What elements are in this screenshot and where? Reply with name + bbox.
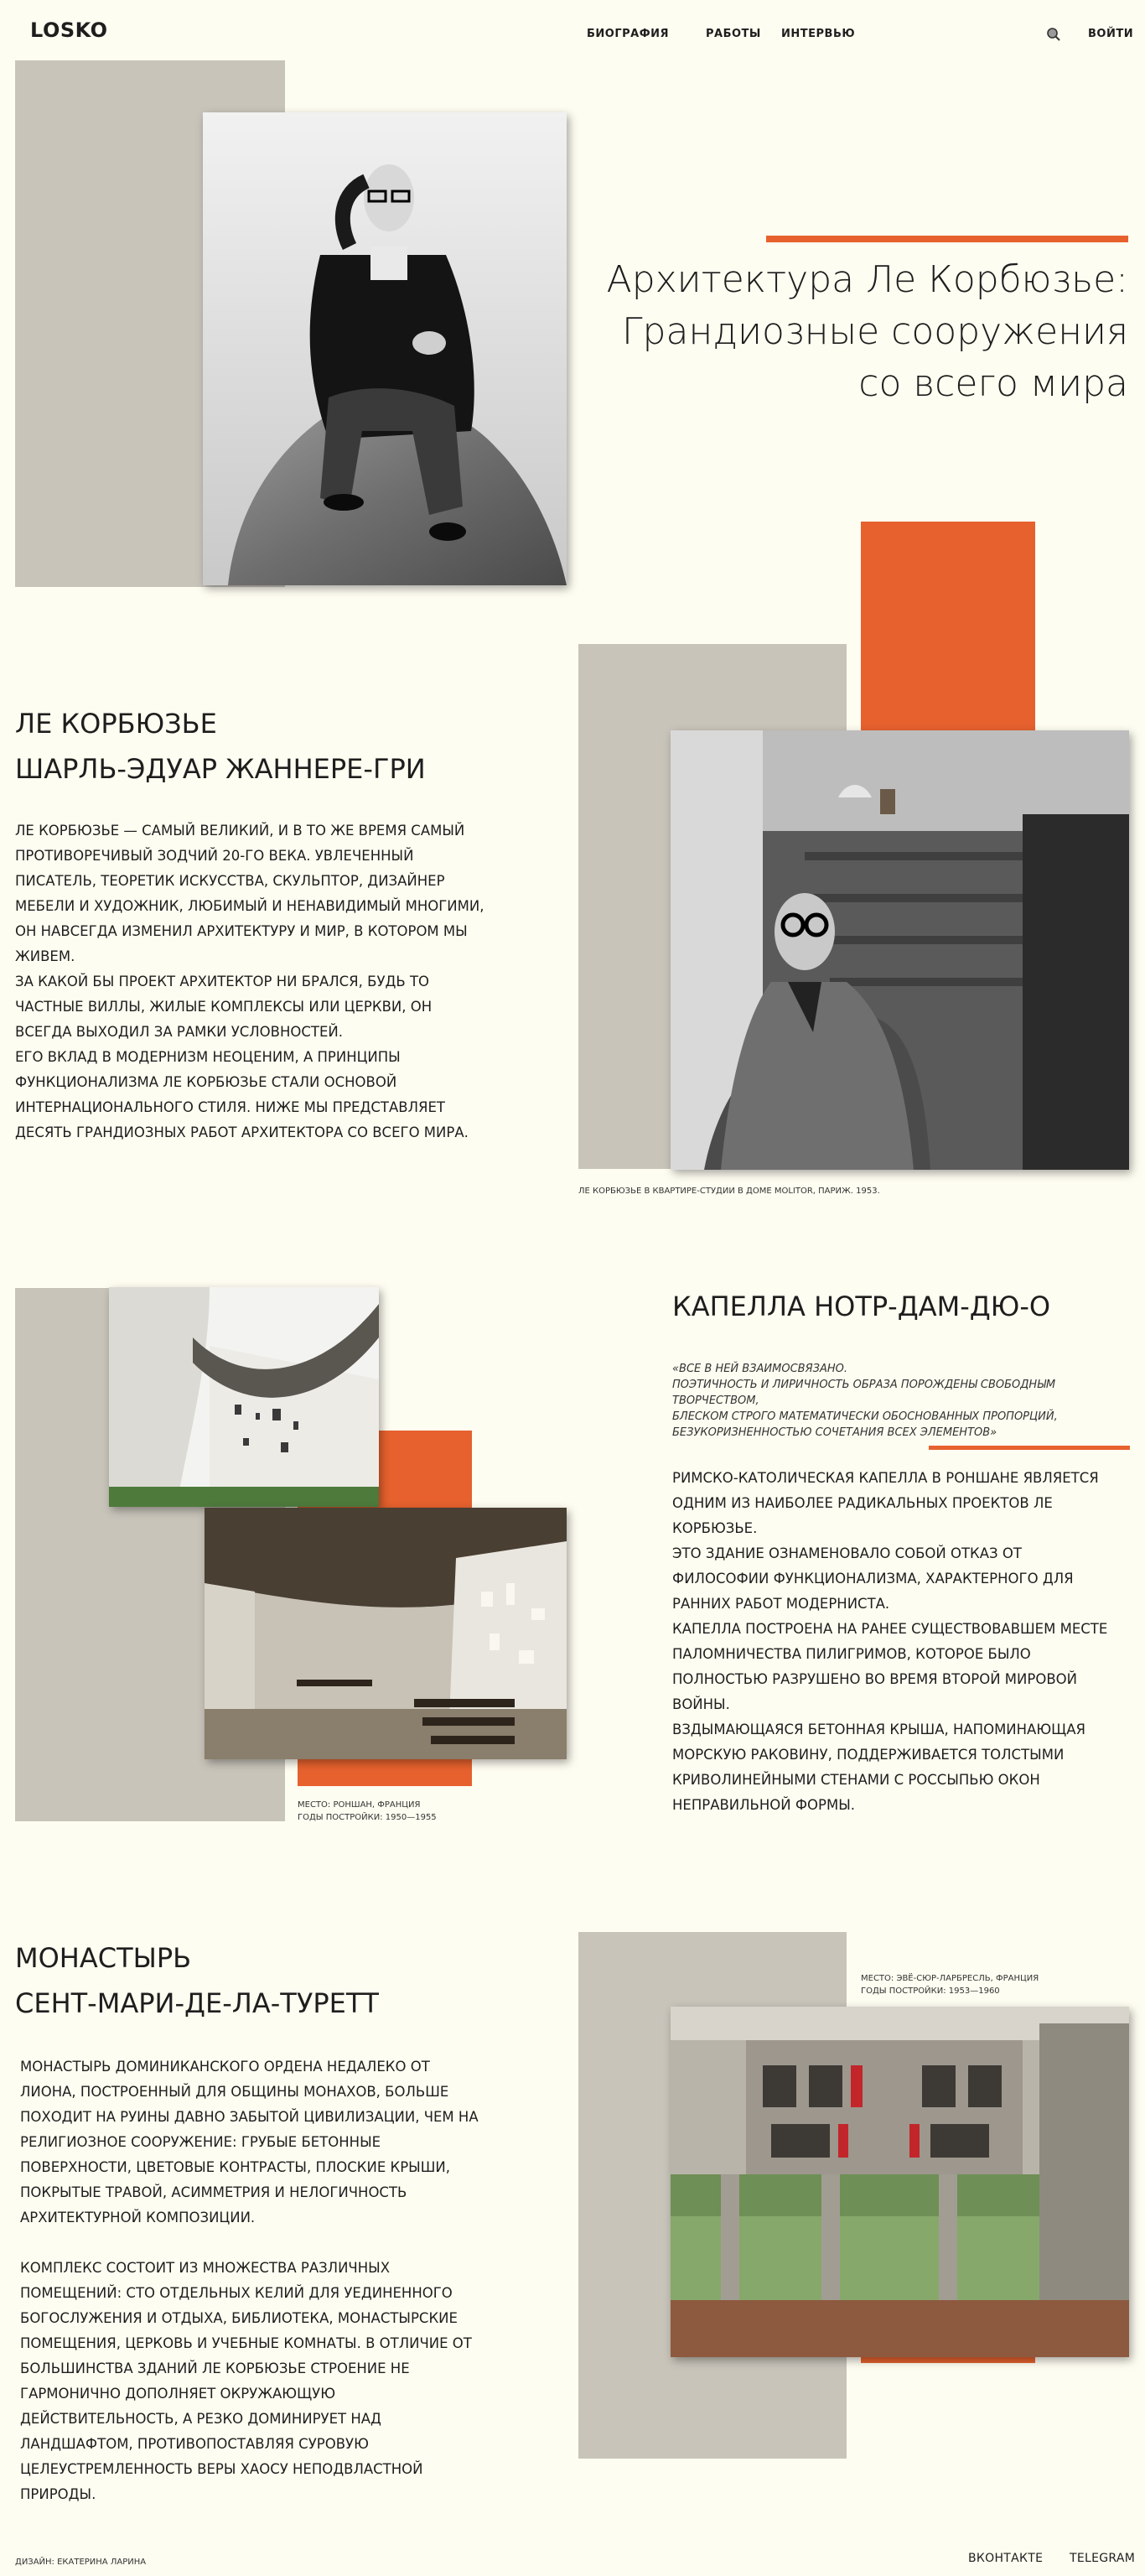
monastery-heading <box>15 1935 379 2026</box>
chapel-interior-photo <box>205 1508 567 1759</box>
chapel-caption <box>298 1799 437 1824</box>
hero-title-line: со всего мира <box>858 362 1128 405</box>
site-logo[interactable]: LOSKO <box>30 18 108 42</box>
bio-paragraph: ЕГО ВКЛАД В МОДЕРНИЗМ НЕОЦЕНИМ, А ПРИНЦИПЫ ФУНКЦИОНАЛИЗМА ЛЕ КОРБЮЗЬЕ СТАЛИ ОСНОВОЙ ИНТЕРНАЦИОНАЛЬНОГО СТИЛЯ. НИЖЕ МЫ ПРЕДСТАВЛЯЕТ ДЕСЯТЬ ГРАНДИОЗНЫХ РАБОТ АРХИТЕКТОРА СО ВСЕГО МИРА. <box>15 1049 469 1140</box>
monastery-heading-line: МОНАСТЫРЬ <box>15 1942 192 1974</box>
quote-accent-line <box>929 1446 1130 1450</box>
bio-heading <box>15 701 426 792</box>
nav-works[interactable]: РАБОТЫ <box>706 28 761 40</box>
chapel-quote <box>672 1361 1108 1441</box>
bio-paragraph: ЗА КАКОЙ БЫ ПРОЕКТ АРХИТЕКТОР НИ БРАЛСЯ, БУДЬ ТО ЧАСТНЫЕ ВИЛЛЫ, ЖИЛЫЕ КОМПЛЕКСЫ ИЛИ ЦЕРКВИ, ОН ВСЕГДА ВЫХОДИЛ ЗА РАМКИ УСЛОВНОСТЕЙ. <box>15 974 433 1040</box>
monastery-heading-line: СЕНТ-МАРИ-ДЕ-ЛА-ТУРЕТТ <box>15 1987 379 2019</box>
nav-biography[interactable]: БИОГРАФИЯ <box>587 28 669 40</box>
chapel-paragraph: ЭТО ЗДАНИЕ ОЗНАМЕНОВАЛО СОБОЙ ОТКАЗ ОТ ФИЛОСОФИИ ФУНКЦИОНАЛИЗМА, ХАРАКТЕРНОГО ДЛЯ РАННИХ РАБОТ МОДЕРНИСТА. <box>672 1545 1074 1612</box>
chapel-text <box>672 1466 1108 1818</box>
bio-paragraph: ЛЕ КОРБЮЗЬЕ — САМЫЙ ВЕЛИКИЙ, И В ТО ЖЕ ВРЕМЯ САМЫЙ ПРОТИВОРЕЧИВЫЙ ЗОДЧИЙ 20-ГО ВЕКА. УВЛЕЧЕННЫЙ ПИСАТЕЛЬ, ТЕОРЕТИК ИСКУССТВА, СКУЛЬПТОР, ДИЗАЙНЕР МЕБЕЛИ И ХУДОЖНИК, ЛЮБИМЫЙ И НЕНАВИДИМЫЙ МНОГИМИ, ОН НАВСЕГДА ИЗМЕНИЛ АРХИТЕКТУРУ И МИР, В КОТОРОМ МЫ ЖИВЕМ. <box>15 823 484 964</box>
chapel-caption-line: ГОДЫ ПОСТРОЙКИ: 1950—1955 <box>298 1813 437 1822</box>
bio-heading-line: ЛЕ КОРБЮЗЬЕ <box>15 708 217 740</box>
hero-title-line: Архитектура Ле Корбюзье: <box>606 258 1128 301</box>
hero-title-line: Грандиозные сооружения <box>622 310 1128 353</box>
monastery-text <box>20 2054 485 2507</box>
chapel-paragraph: КАПЕЛЛА ПОСТРОЕНА НА РАНЕЕ СУЩЕСТВОВАВШЕМ МЕСТЕ ПАЛОМНИЧЕСТВА ПИЛИГРИМОВ, КОТОРОЕ БЫЛО ПОЛНОСТЬЮ РАЗРУШЕНО ВО ВРЕМЯ ВТОРОЙ МИРОВОЙ ВОЙНЫ. <box>672 1621 1108 1712</box>
login-button[interactable]: ВОЙТИ <box>1088 28 1134 40</box>
chapel-quote-line: ПОЭТИЧНОСТЬ И ЛИРИЧНОСТЬ ОБРАЗА ПОРОЖДЕНЫ СВОБОДНЫМ ТВОРЧЕСТВОМ, <box>672 1379 1056 1407</box>
bio-heading-line: ШАРЛЬ-ЭДУАР ЖАННЕРЕ-ГРИ <box>15 753 426 785</box>
monastery-caption-line: МЕСТО: ЭВЁ-СЮР-ЛАРБРЕСЛЬ, ФРАНЦИЯ <box>861 1974 1039 1983</box>
bio-text <box>15 818 489 1145</box>
telegram-link[interactable]: TELEGRAM <box>1070 2552 1136 2565</box>
studio-photo-caption: ЛЕ КОРБЮЗЬЕ В КВАРТИРЕ-СТУДИИ В ДОМЕ MOLITOR, ПАРИЖ. 1953. <box>578 1187 880 1196</box>
chapel-quote-line: БЕЗУКОРИЗНЕННОСТЬЮ СОЧЕТАНИЯ ВСЕХ ЭЛЕМЕНТОВ» <box>672 1426 997 1439</box>
monastery-paragraph: МОНАСТЫРЬ ДОМИНИКАНСКОГО ОРДЕНА НЕДАЛЕКО ОТ ЛИОНА, ПОСТРОЕННЫЙ ДЛЯ ОБЩИНЫ МОНАХОВ, БОЛЬШЕ ПОХОДИТ НА РУИНЫ ДАВНО ЗАБЫТОЙ ЦИВИЛИЗАЦИИ, ЧЕМ НА РЕЛИГИОЗНОЕ СООРУЖЕНИЕ: ГРУБЫЕ БЕТОННЫЕ ПОВЕРХНОСТИ, ЦВЕТОВЫЕ КОНТРАСТЫ, ПЛОСКИЕ КРЫШИ, ПОКРЫТЫЕ ТРАВОЙ, АСИММЕТРИЯ И НЕЛОГИЧНОСТЬ АРХИТЕКТУРНОЙ КОМПОЗИЦИИ. <box>20 2059 479 2225</box>
monastery-paragraph: КОМПЛЕКС СОСТОИТ ИЗ МНОЖЕСТВА РАЗЛИЧНЫХ ПОМЕЩЕНИЙ: СТО ОТДЕЛЬНЫХ КЕЛИЙ ДЛЯ УЕДИНЕННОГО БОГОСЛУЖЕНИЯ И ОТДЫХА, БИБЛИОТЕКА, МОНАСТЫРСКИЕ ПОМЕЩЕНИЯ, ЦЕРКОВЬ И УЧЕБНЫЕ КОМНАТЫ. В ОТЛИЧИЕ ОТ БОЛЬШИНСТВА ЗДАНИЙ ЛЕ КОРБЮЗЬЕ СТРОЕНИЕ НЕ ГАРМОНИЧНО ДОПОЛНЯЕТ ОКРУЖАЮЩУЮ ДЕЙСТВИТЕЛЬНОСТЬ, А РЕЗКО ДОМИНИРУЕТ НАД ЛАНДШАФТОМ, ПРОТИВОПОСТАВЛЯЯ СУРОВУЮ ЦЕЛЕУСТРЕМЛЕННОСТЬ ВЕРЫ ХАОСУ НЕПОДВЛАСТНОЙ ПРИРОДЫ. <box>20 2260 472 2502</box>
monastery-caption <box>861 1972 1039 1997</box>
portrait-photo <box>203 112 567 585</box>
chapel-quote-line: БЛЕСКОМ СТРОГО МАТЕМАТИЧЕСКИ ОБОСНОВАННЫХ ПРОПОРЦИЙ, <box>672 1410 1058 1423</box>
chapel-heading: КАПЕЛЛА НОТР-ДАМ-ДЮ-О <box>672 1291 1051 1322</box>
hero-title <box>592 254 1128 410</box>
chapel-paragraph: РИМСКО-КАТОЛИЧЕСКАЯ КАПЕЛЛА В РОНШАНЕ ЯВЛЯЕТСЯ ОДНИМ ИЗ НАИБОЛЕЕ РАДИКАЛЬНЫХ ПРОЕКТОВ ЛЕ КОРБЮЗЬЕ. <box>672 1470 1099 1536</box>
monastery-photo <box>671 2007 1129 2357</box>
title-accent-line <box>766 236 1128 242</box>
decor-block-orange <box>861 522 1035 744</box>
nav-interview[interactable]: ИНТЕРВЬЮ <box>781 28 856 40</box>
chapel-exterior-photo <box>109 1287 379 1507</box>
vkontakte-link[interactable]: ВКОНТАКТЕ <box>968 2552 1044 2565</box>
chapel-paragraph: ВЗДЫМАЮЩАЯСЯ БЕТОННАЯ КРЫША, НАПОМИНАЮЩАЯ МОРСКУЮ РАКОВИНУ, ПОДДЕРЖИВАЕТСЯ ТОЛСТЫМИ КРИВОЛИНЕЙНЫМИ СТЕНАМИ С РОССЫПЬЮ ОКОН НЕПРАВИЛЬНОЙ ФОРМЫ. <box>672 1722 1085 1813</box>
studio-photo <box>671 730 1129 1170</box>
monastery-caption-line: ГОДЫ ПОСТРОЙКИ: 1953—1960 <box>861 1987 1000 1996</box>
chapel-caption-line: МЕСТО: РОНШАН, ФРАНЦИЯ <box>298 1800 421 1810</box>
chapel-quote-line: «ВСЕ В НЕЙ ВЗАИМОСВЯЗАНО. <box>672 1363 847 1375</box>
design-credit: ДИЗАЙН: ЕКАТЕРИНА ЛАРИНА <box>15 2558 147 2567</box>
search-icon[interactable] <box>1046 27 1061 42</box>
